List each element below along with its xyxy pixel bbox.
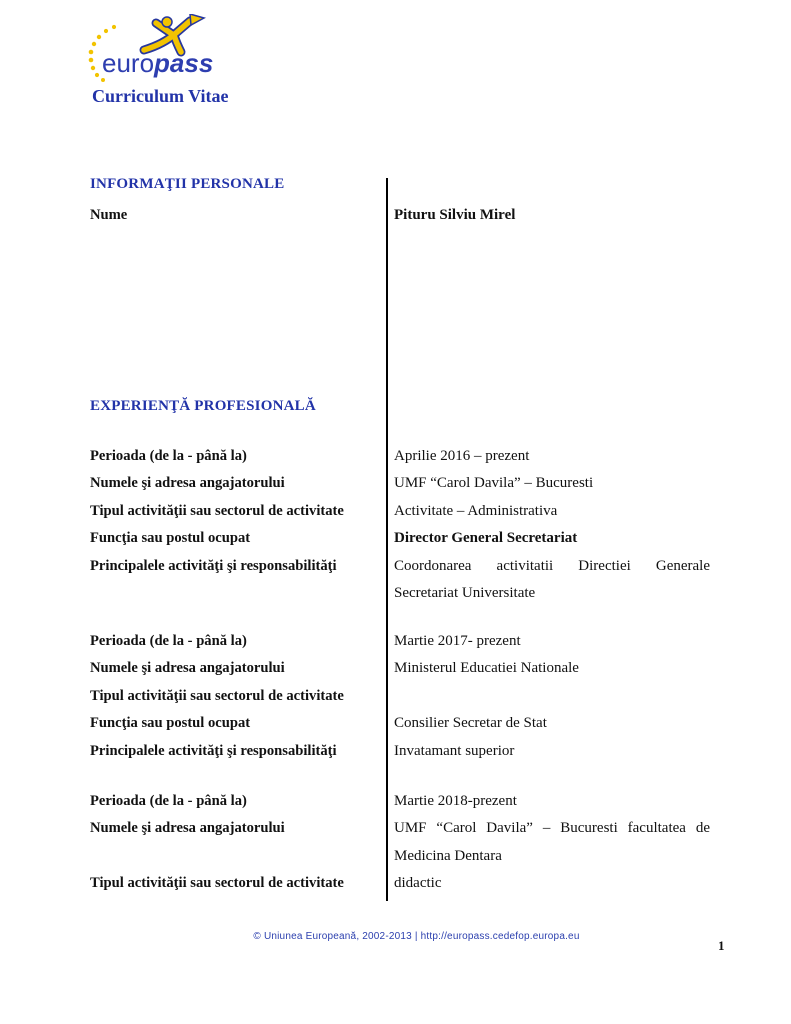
field-value: UMF “Carol Davila” – Bucuresti xyxy=(394,475,594,492)
row-employer xyxy=(90,470,730,497)
field-value: Martie 2018-prezent xyxy=(394,793,517,809)
field-label: Tipul activităţii sau sectorul de activitate xyxy=(90,875,344,892)
logo-pass-text: pass xyxy=(154,48,214,78)
field-label: Perioada (de la - până la) xyxy=(90,793,247,809)
field-label: Numele şi adresa angajatorului xyxy=(90,820,285,837)
row-activity-type xyxy=(90,870,730,897)
field-label: Numele şi adresa angajatorului xyxy=(90,475,285,492)
row-employer xyxy=(90,815,730,870)
field-value: Director General Secretariat xyxy=(394,530,578,547)
page-number: 1 xyxy=(718,938,725,953)
field-value: Consilier Secretar de Stat xyxy=(394,715,547,732)
field-label: Tipul activităţii sau sectorul de activitate xyxy=(90,687,344,704)
row-period xyxy=(90,628,730,655)
personal-rows xyxy=(90,202,730,229)
row-period xyxy=(90,443,730,470)
experience-block-3 xyxy=(90,788,730,898)
row-period xyxy=(90,788,730,815)
logo-euro-text: euro xyxy=(102,48,155,78)
row-responsibilities xyxy=(90,738,730,765)
page-footer: © Uniunea Europeană, 2002-2013 | http://europass.cedefop.europa.eu xyxy=(253,931,580,942)
field-value: UMF “Carol Davila” – Bucuresti facultatea de Medicina Dentara xyxy=(394,820,710,864)
row-activity-type xyxy=(90,498,730,525)
row-position xyxy=(90,525,730,552)
figure-head-icon xyxy=(162,17,172,27)
row-name xyxy=(90,202,730,229)
field-value: Martie 2017- prezent xyxy=(394,633,521,649)
experience-block-2 xyxy=(90,628,730,765)
field-label: Numele şi adresa angajatorului xyxy=(90,660,285,677)
field-label: Principalele activităţi şi responsabilităţi xyxy=(90,742,337,759)
row-position xyxy=(90,710,730,737)
section-heading-experience: EXPERIENŢĂ PROFESIONALĂ xyxy=(90,398,316,414)
field-label: Tipul activităţii sau sectorul de activitate xyxy=(90,502,344,519)
row-employer xyxy=(90,655,730,682)
field-value: Pituru Silviu Mirel xyxy=(394,207,516,223)
field-value: didactic xyxy=(394,875,442,892)
field-label: Perioada (de la - până la) xyxy=(90,633,247,649)
experience-block-1 xyxy=(90,443,730,607)
field-value: Ministerul Educatiei Nationale xyxy=(394,660,579,677)
field-value: Activitate – Administrativa xyxy=(394,502,558,519)
europass-logo xyxy=(84,14,234,82)
field-label: Funcţia sau postul ocupat xyxy=(90,530,251,547)
section-heading-personal: INFORMAŢII PERSONALE xyxy=(90,176,285,192)
field-label: Principalele activităţi şi responsabilităţi xyxy=(90,557,337,574)
figure-flag-icon xyxy=(190,14,204,25)
field-value: Invatamant superior xyxy=(394,742,515,759)
document-title: Curriculum Vitae xyxy=(92,86,229,106)
field-label: Perioada (de la - până la) xyxy=(90,448,247,464)
europass-wordmark xyxy=(102,50,213,76)
field-value: Aprilie 2016 – prezent xyxy=(394,448,530,464)
field-value: Coordonarea activitatii Directiei Generale Secretariat Universitate xyxy=(394,557,710,602)
field-label: Nume xyxy=(90,207,128,223)
field-label: Funcţia sau postul ocupat xyxy=(90,715,251,732)
row-activity-type xyxy=(90,683,730,710)
row-responsibilities xyxy=(90,553,730,608)
